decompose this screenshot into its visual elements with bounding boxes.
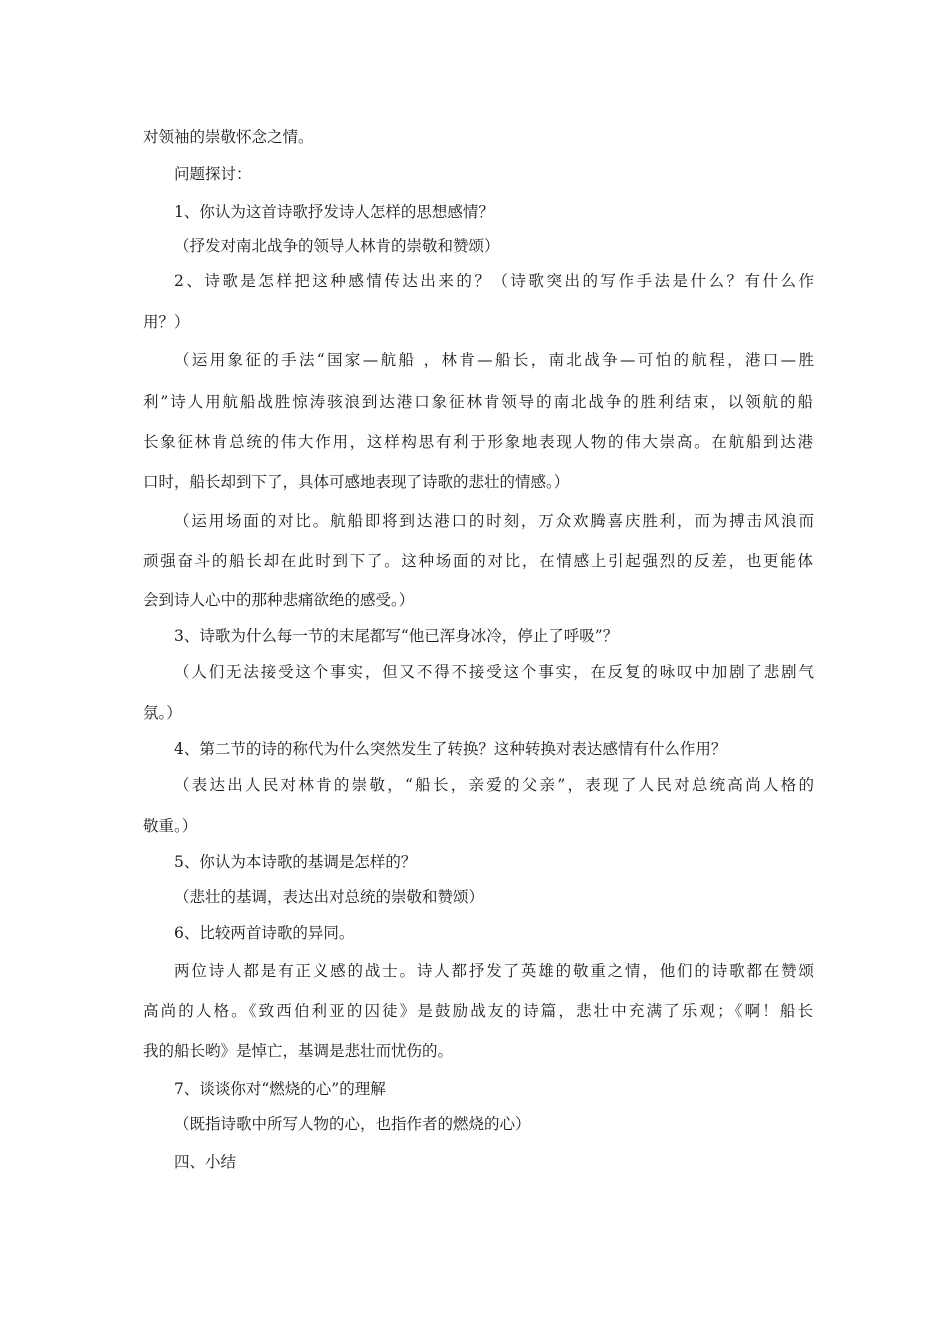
answer-2a-cont: 长象征林肯总统的伟大作用，这样构思有利于形象地表现人物的伟大崇高。在航船到达港 [143,433,813,451]
answer-2a-cont: 口时，船长却到下了，具体可感地表现了诗歌的悲壮的情感。） [143,473,570,491]
answer-6: 两位诗人都是有正义感的战士。诗人都抒发了英雄的敬重之情，他们的诗歌都在赞颂 [174,962,814,980]
answer-2b-cont: 会到诗人心中的那种悲痛欲绝的感受。） [143,591,415,609]
question-4: 4、第二节的诗的称代为什么突然发生了转换？这种转换对表达感情有什么作用？ [174,740,727,758]
text-line: 对领袖的崇敬怀念之情。 [143,128,314,146]
question-7: 7、谈谈你对“燃烧的心”的理解 [174,1080,386,1098]
section-heading: 问题探讨： [174,165,252,183]
answer-6-cont: 我的船长哟》是悼亡，基调是悲壮而忧伤的。 [143,1042,454,1060]
question-2: 2、诗歌是怎样把这种感情传达出来的？（诗歌突出的写作手法是什么？有什么作 [174,272,814,290]
answer-4: （表达出人民对林肯的崇敬，“船长，亲爱的父亲”，表现了人民对总统高尚人格的 [174,776,814,794]
answer-3: （人们无法接受这个事实，但又不得不接受这个事实，在反复的咏叹中加剧了悲剧气 [174,663,814,681]
question-2-cont: 用？） [143,313,190,331]
question-6: 6、比较两首诗歌的异同。 [174,924,355,942]
answer-2b: （运用场面的对比。航船即将到达港口的时刻，万众欢腾喜庆胜利，而为搏击风浪而 [174,512,814,530]
answer-5: （悲壮的基调，表达出对总统的崇敬和赞颂） [174,888,485,906]
question-5: 5、你认为本诗歌的基调是怎样的？ [174,853,417,871]
answer-2a-cont: 利”诗人用航船战胜惊涛骇浪到达港口象征林肯领导的南北战争的胜利结束，以领航的船 [143,393,813,411]
answer-6-cont: 高尚的人格。《致西伯利亚的囚徒》是鼓励战友的诗篇，悲壮中充满了乐观；《啊！船长 [143,1002,813,1020]
answer-7: （既指诗歌中所写人物的心，也指作者的燃烧的心） [174,1115,531,1133]
section-summary: 四、小结 [174,1153,237,1171]
question-3: 3、诗歌为什么每一节的末尾都写“他已浑身冰冷，停止了呼吸”？ [174,627,619,645]
answer-3-cont: 氛。） [143,704,182,722]
answer-2a: （运用象征的手法“国家—航船 ，林肯—船长，南北战争—可怕的航程，港口—胜 [174,351,814,369]
answer-1: （抒发对南北战争的领导人林肯的崇敬和赞颂） [174,237,500,255]
answer-4-cont: 敬重。） [143,817,198,835]
answer-2b-cont: 顽强奋斗的船长却在此时到下了。这种场面的对比，在情感上引起强烈的反差，也更能体 [143,552,813,570]
question-1: 1、你认为这首诗歌抒发诗人怎样的思想感情？ [174,203,494,221]
